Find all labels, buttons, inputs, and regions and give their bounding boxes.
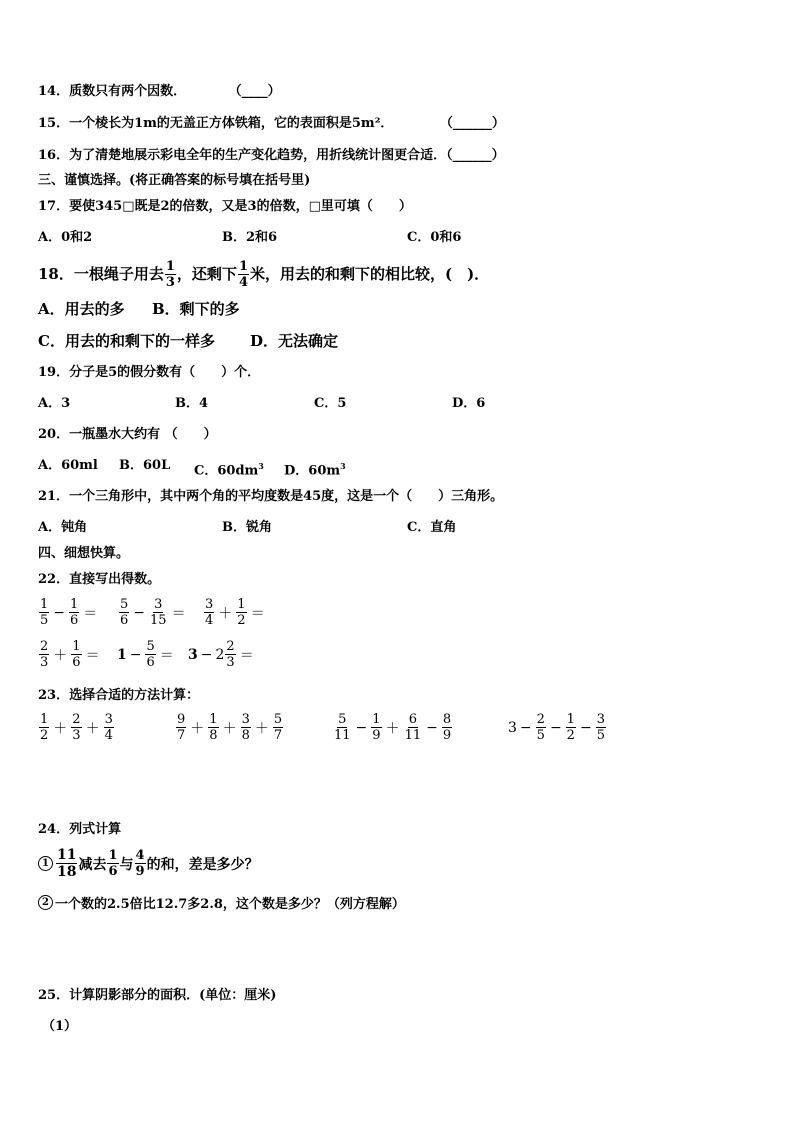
circled-number-icon: 1 — [38, 856, 53, 871]
question-19: 19．分子是5的假分数有（ ）个． — [38, 365, 261, 380]
question-18 — [38, 258, 489, 290]
math-operator: − — [519, 719, 532, 736]
math-operator: ＋ — [53, 647, 68, 664]
q20-option-c[interactable] — [194, 458, 264, 479]
fraction — [596, 713, 606, 742]
denominator: 3 — [40, 655, 49, 670]
math-operator: ＋ — [385, 720, 400, 737]
q19-option-a[interactable]: A．3 — [38, 396, 71, 411]
math-operator: − — [129, 646, 142, 663]
q20-option-c-text: C．60dm — [194, 463, 259, 479]
fraction — [39, 640, 49, 669]
question-15-text: 15．一个棱长为1m的无盖正方体铁箱，它的表面积是5m²． — [38, 116, 394, 131]
section-heading-3: 三、谨慎选择。(将正确答案的标号填在括号里) — [38, 173, 311, 188]
q21-option-b[interactable]: B．锐角 — [222, 520, 272, 535]
q17-option-c[interactable]: C．0和6 — [407, 230, 462, 245]
fraction — [165, 260, 176, 289]
question-20: 20．一瓶墨水大约有 （ ） — [38, 427, 217, 442]
question-25: 25．计算阴影部分的面积．(单位：厘米) — [38, 988, 277, 1003]
q19-option-d[interactable]: D．6 — [452, 396, 486, 411]
math-operator: − — [200, 646, 213, 663]
q19-option-b[interactable]: B．4 — [175, 396, 209, 411]
question-14 — [38, 84, 281, 100]
denominator: 15 — [150, 613, 167, 628]
question-15 — [38, 116, 505, 132]
q24-part-2-text: 一个数的2.5倍比12.7多2.8，这个数是多少？（列方程解） — [55, 897, 405, 912]
q20-option-d[interactable] — [284, 458, 346, 479]
fraction — [71, 713, 81, 742]
q17-option-b[interactable]: B．2和6 — [222, 230, 278, 245]
fraction — [204, 598, 214, 627]
fraction — [208, 713, 218, 742]
numerator: 1 — [238, 258, 248, 274]
fraction — [119, 598, 129, 627]
math-operator: ＋ — [254, 720, 269, 737]
fraction — [107, 849, 118, 878]
question-25-subpart: （1） — [42, 1019, 78, 1034]
math-operator: − — [579, 719, 592, 736]
numerator: 3 — [154, 597, 163, 612]
numerator: 6 — [408, 712, 417, 727]
q18-text-mid: ，还剩下 — [176, 265, 237, 283]
question-22: 22．直接写出得数。 — [38, 572, 161, 587]
numerator: 1 — [165, 258, 175, 274]
fraction — [104, 713, 114, 742]
q18-text-pre: 18．一根绳子用去 — [38, 265, 164, 283]
fraction — [333, 713, 352, 742]
denominator: 3 — [165, 274, 175, 290]
q21-option-a[interactable]: A．钝角 — [38, 520, 88, 535]
math-operator: ＝ — [159, 647, 174, 664]
numerator: 1 — [237, 597, 246, 612]
question-15-answer-blank[interactable]: （______） — [439, 116, 505, 131]
fraction — [404, 713, 423, 742]
denominator: 9 — [135, 864, 145, 879]
q20-option-a[interactable]: A．60ml — [38, 458, 98, 473]
question-16: 16．为了清楚地展示彩电全年的生产变化趋势，用折线统计图更合适．（______） — [38, 148, 505, 163]
denominator: 8 — [209, 728, 218, 743]
fraction — [39, 713, 49, 742]
numerator: 2 — [226, 639, 235, 654]
q22-expression-3 — [203, 598, 268, 627]
q22-expression-2 — [118, 598, 189, 627]
q19-option-c[interactable]: C．5 — [314, 396, 347, 411]
numerator: 3 — [205, 597, 214, 612]
fraction — [71, 640, 81, 669]
numerator: 5 — [338, 712, 347, 727]
denominator: 9 — [372, 728, 381, 743]
numerator: 5 — [273, 712, 283, 727]
q23-expression-3 — [332, 713, 453, 742]
denominator: 6 — [146, 655, 155, 670]
numerator: 1 — [40, 712, 49, 727]
q22-expression-1 — [38, 598, 100, 627]
superscript: 3 — [258, 461, 264, 471]
denominator: 2 — [40, 728, 49, 743]
denominator: 6 — [108, 864, 118, 879]
numerator: 8 — [442, 712, 452, 727]
q24-part-1: 1 $\frac{11}{18}$ 减去 $\frac{1}{6}$ 与 $\frac{4}{9}$ 的和，差是多少？ — [38, 848, 259, 879]
numerator: 11 — [57, 847, 77, 863]
q22-expression-5: 1 − $\frac{5}{6}$ ＝ — [117, 639, 174, 670]
math-operator: − — [549, 719, 562, 736]
math-operator: ＝ — [85, 647, 100, 664]
q20-option-b[interactable]: B．60L — [119, 458, 171, 473]
fraction — [238, 260, 249, 289]
q18-option-c[interactable]: C．用去的和剩下的一样多 — [38, 332, 215, 350]
numerator: 2 — [72, 712, 81, 727]
q23-expression-4: 3 − $\frac{2}{5}$ − $\frac{1}{2}$ − $\frac{3}{5}$ — [508, 712, 605, 743]
superscript: 3 — [340, 461, 346, 471]
numerator: 1 — [566, 712, 575, 727]
math-operator: ＋ — [222, 720, 237, 737]
numerator: 1 — [70, 597, 79, 612]
fraction — [56, 848, 77, 879]
denominator: 18 — [57, 864, 77, 880]
numerator: 1 — [72, 639, 81, 654]
denominator: 7 — [177, 728, 186, 743]
math-operator: ＝ — [239, 647, 254, 664]
math-operator: ＋ — [85, 720, 100, 737]
fraction — [236, 598, 246, 627]
math-operator: − — [355, 719, 368, 736]
q23-expression-1 — [38, 713, 115, 742]
fraction — [69, 598, 79, 627]
section-heading-4: 四、细想快算。 — [38, 546, 130, 561]
fraction — [149, 598, 168, 627]
numerator: 4 — [135, 848, 145, 863]
fraction — [176, 713, 186, 742]
denominator: 3 — [226, 655, 235, 670]
numerator: 2 — [536, 712, 545, 727]
denominator: 2 — [237, 613, 246, 628]
denominator: 6 — [72, 655, 81, 670]
fraction — [145, 640, 155, 669]
numerator: 1 — [209, 712, 218, 727]
math-operator: − — [53, 604, 66, 621]
math-operator: ＋ — [53, 720, 68, 737]
fraction — [371, 713, 381, 742]
denominator: 2 — [566, 728, 575, 743]
numerator: 3 — [241, 712, 250, 727]
fraction — [442, 713, 452, 742]
numerator: 3 — [596, 712, 605, 727]
numerator: 9 — [177, 712, 186, 727]
fraction — [566, 713, 576, 742]
numerator: 5 — [146, 639, 155, 654]
fraction — [135, 849, 146, 878]
denominator: 9 — [442, 728, 452, 743]
math-operator: ＋ — [218, 605, 233, 622]
fraction — [225, 640, 235, 669]
q21-option-c[interactable]: C．直角 — [407, 520, 457, 535]
q18-text-post: 米，用去的和剩下的相比较，( )． — [249, 265, 490, 283]
question-14-text: 14．质数只有两个因数． — [38, 84, 187, 99]
denominator: 6 — [120, 613, 129, 628]
q18-option-d[interactable]: D．无法确定 — [250, 332, 339, 350]
fraction — [39, 598, 49, 627]
numerator: 3 — [104, 712, 113, 727]
numerator: 5 — [120, 597, 129, 612]
numerator: 1 — [40, 597, 49, 612]
q22-expression-4 — [38, 640, 103, 669]
q22-expression-6: 3 − 2 $\frac{2}{3}$ ＝ — [188, 639, 254, 670]
numerator: 2 — [40, 639, 49, 654]
q24-part-2 — [38, 893, 405, 912]
question-21: 21．一个三角形中，其中两个角的平均度数是45度，这是一个（ ）三角形。 — [38, 489, 504, 504]
circled-number-icon: 2 — [38, 895, 53, 910]
denominator: 5 — [40, 613, 49, 628]
denominator: 5 — [536, 728, 545, 743]
denominator: 4 — [205, 613, 214, 628]
math-operator: − — [133, 604, 146, 621]
question-14-answer-blank[interactable]: （____） — [228, 84, 281, 99]
denominator: 11 — [334, 728, 351, 743]
q18-option-b[interactable]: B．剩下的多 — [152, 300, 240, 318]
denominator: 4 — [104, 728, 113, 743]
math-operator: ＝ — [171, 605, 186, 622]
denominator: 7 — [273, 728, 283, 743]
denominator: 6 — [70, 613, 79, 628]
denominator: 3 — [72, 728, 81, 743]
fraction — [241, 713, 251, 742]
question-17: 17．要使345□既是2的倍数，又是3的倍数，□里可填（ ） — [38, 199, 412, 214]
question-23: 23．选择合适的方法计算： — [38, 688, 200, 703]
denominator: 4 — [238, 274, 248, 290]
denominator: 5 — [596, 728, 605, 743]
math-operator: − — [426, 719, 438, 736]
numerator: 1 — [108, 848, 118, 863]
question-24: 24．列式计算 — [38, 822, 122, 837]
numerator: 1 — [372, 712, 381, 727]
denominator: 11 — [404, 728, 422, 743]
denominator: 8 — [241, 728, 250, 743]
fraction — [536, 713, 546, 742]
q17-option-a[interactable]: A．0和2 — [38, 230, 93, 245]
q23-expression-2 — [175, 713, 284, 742]
fraction — [273, 713, 283, 742]
math-operator: ＝ — [250, 605, 265, 622]
math-operator: ＋ — [190, 720, 205, 737]
q20-option-d-text: D．60m — [284, 463, 341, 479]
q18-option-a[interactable]: A．用去的多 — [38, 300, 125, 318]
math-operator: ＝ — [83, 605, 98, 622]
